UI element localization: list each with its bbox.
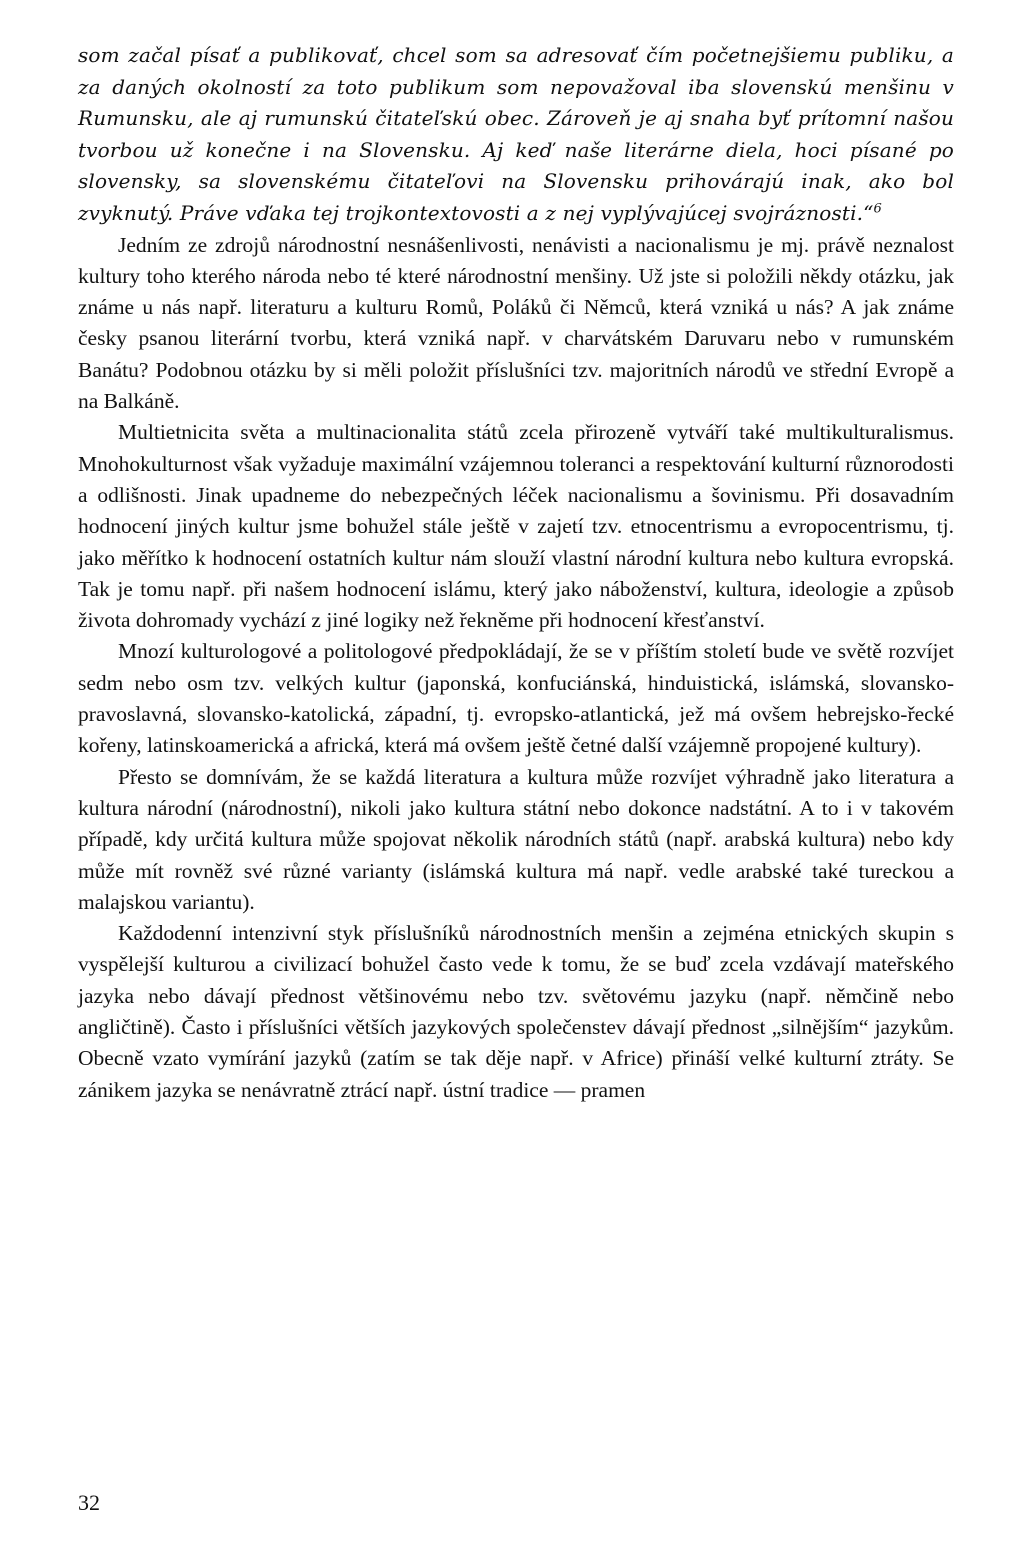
paragraph-2: Multietnicita světa a multinacionalita států zcela přirozeně vytváří také multikulturalismus. Mnohokulturnost však vyžaduje maximální vzájemnou toleranci a respektování kulturní různorodosti a odlišnosti. Jinak upadneme do nebezpečných léček nacionalismu a šovinismu. Při dosavadním hodnocení jiných kultur jsme bohužel stále ještě v zajetí tzv. etnocentrismu a evropocentrismu, tj. jako měřítko k hodnocení ostatních kultur nám slouží vlastní národní kultura nebo kultura evropská. Tak je tomu např. při našem hodnocení islámu, který jako náboženství, kultura, ideologie a způsob života dohromady vychází z jiné logiky než řekněme při hodnocení křesťanství. (78, 420, 954, 633)
paragraph-3: Mnozí kulturologové a politologové předpokládají, že se v příštím století bude ve světě rozvíjet sedm nebo osm tzv. velkých kultur (japonská, konfuciánská, hinduistická, islámská, slovansko-pravoslavná, slovansko-katolická, západní, tj. evropsko-atlantická, jež má ovšem hebrejsko-řecké kořeny, latinskoamerická a africká, která má ovšem ještě četné další vzájemně propojené kultury). (78, 639, 954, 758)
page-number: 32 (78, 1490, 100, 1515)
paragraph-1: Jedním ze zdrojů národnostní nesnášenlivosti, nenávisti a nacionalismu je mj. právě neznalost kultury toho kterého národa nebo té které národnostní menšiny. Už jste si položili někdy otázku, jak známe u nás např. literaturu a kulturu Romů, Poláků či Němců, která vzniká u nás? A jak známe česky psanou literární tvorbu, která vzniká např. v charvátském Daruvaru nebo v rumunském Banátu? Podobnou otázku by si měli položit příslušníci tzv. majoritních národů ve střední Evropě a na Balkáně. (78, 232, 954, 414)
paragraph-5: Každodenní intenzivní styk příslušníků národnostních menšin a zejména etnických skupin s vyspělejší kulturou a civilizací bohužel často vede k tomu, že se buď zcela vzdávají mateřského jazyka nebo dávají přednost většinovému nebo tzv. světovému jazyku (např. němčině nebo angličtině). Často i příslušníci větších jazykových společenstev dávají přednost „silnějším“ jazykům. Obecně vzato vymírání jazyků (zatím se tak děje např. v Africe) přináší velké kulturní ztráty. Se zánikem jazyka se nenávratně ztrácí např. ústní tradice — pramen (78, 921, 954, 1102)
body-text (78, 40, 954, 1106)
quote-paragraph (78, 40, 954, 230)
quote-text: som začal písať a publikovať, chcel som sa adresovať čím početnejšiemu publiku, a za daných okolností za toto publikum som nepovažoval iba slovenskú menšinu v Rumunsku, ale aj rumunskú čitateľskú obec. Zároveň je aj snaha byť prítomní našou tvorbou už konečne i na Slovensku. Aj keď naše literárne diela, hoci písané po slovensky, sa slovenskému čitateľovi na Slovensku prihovárajú inak, ako bol zvyknutý. Práve vďaka tej trojkontextovosti a z nej vyplývajúcej svojráznosti.“ (78, 43, 954, 225)
paragraph-4: Přesto se domnívám, že se každá literatura a kultura může rozvíjet výhradně jako literatura a kultura národní (národnostní), nikoli jako kultura státní nebo dokonce nadstátní. A to i v takovém případě, kdy určitá kultura může spojovat několik národních států (např. arabská kultura) nebo kdy může mít rovněž své různé varianty (islámská kultura má např. vedle arabské také tureckou a malajskou variantu). (78, 764, 954, 914)
footnote-marker: 6 (873, 201, 882, 217)
